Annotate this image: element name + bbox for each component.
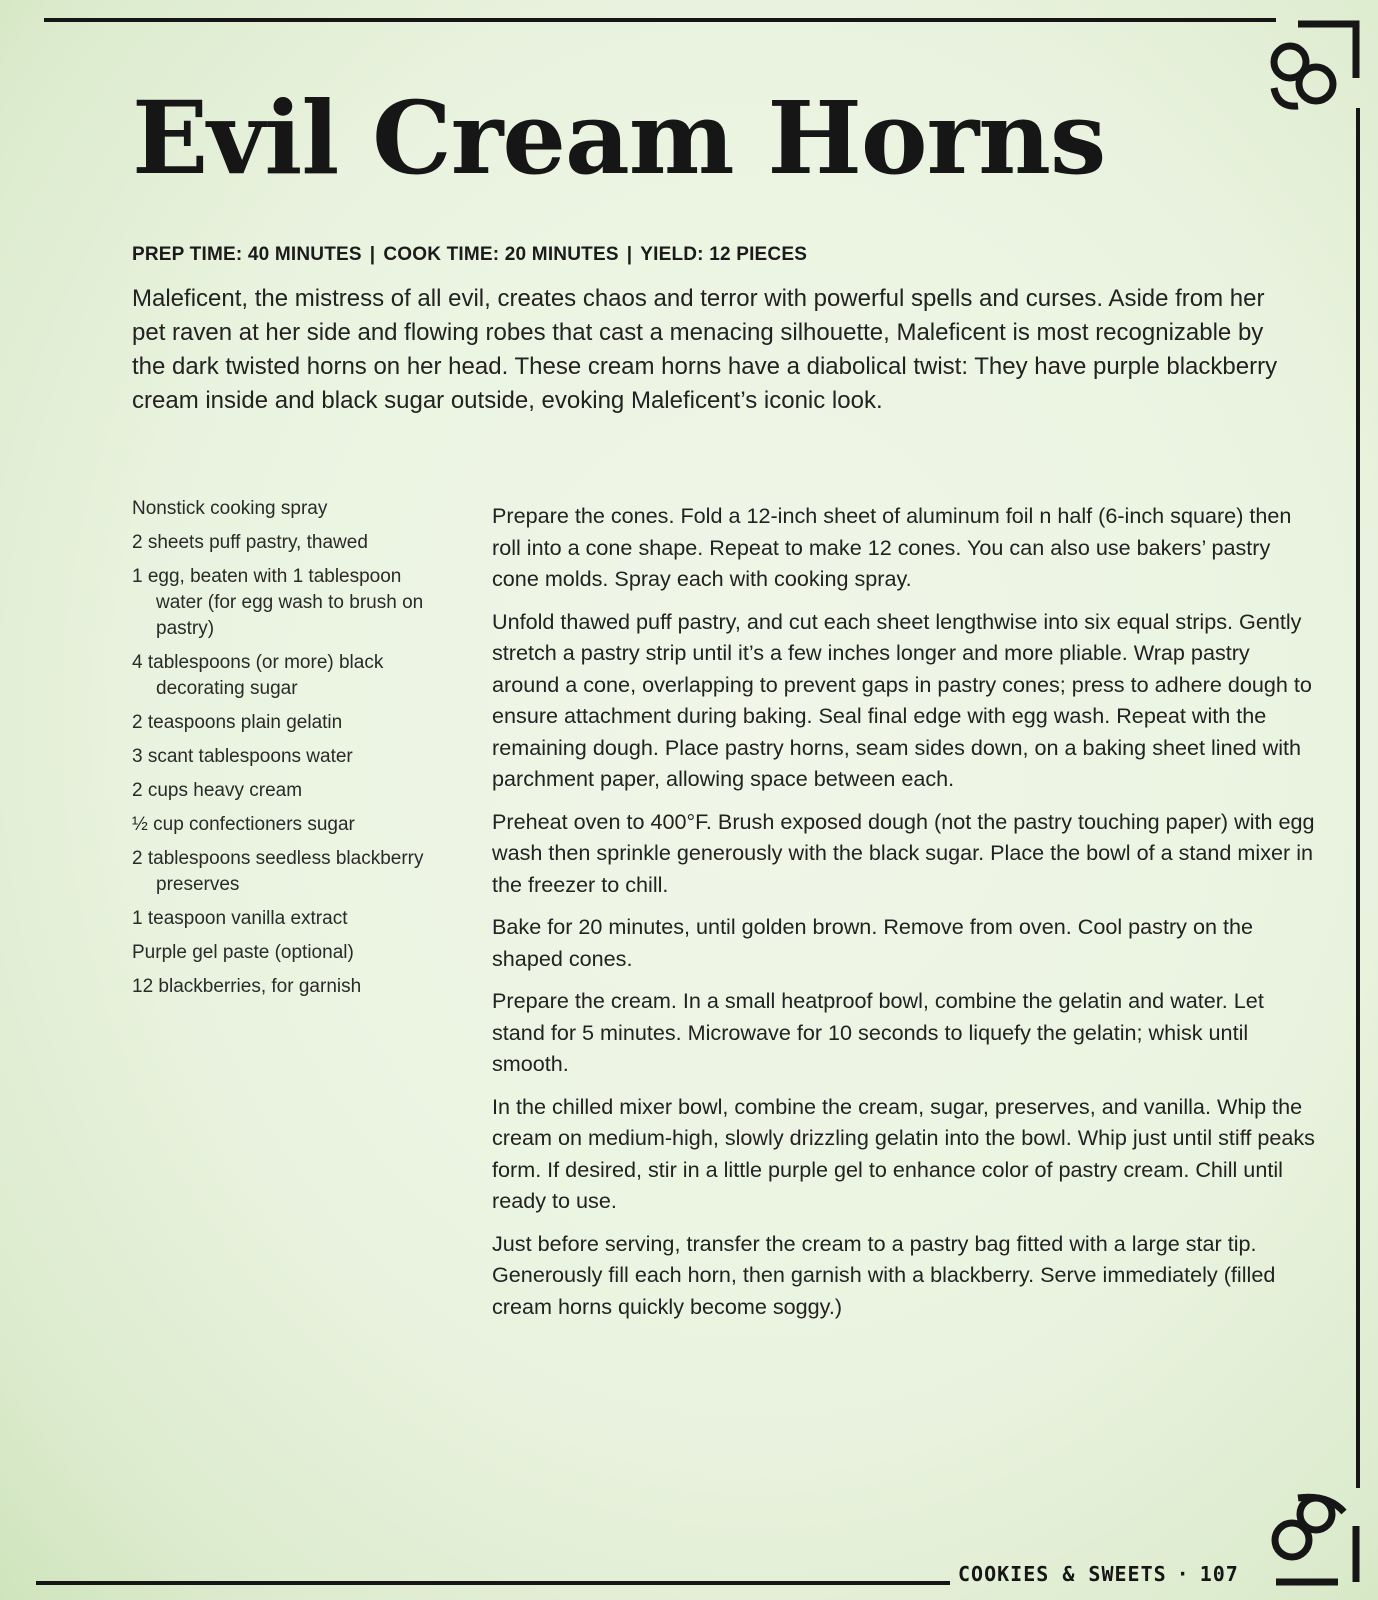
method-step: Just before serving, transfer the cream to a pastry bag fitted with a large star tip. Generously fill each horn, then garnish with a blackberry. Serve immediately (filled cream horns quickly become soggy.) <box>492 1230 1276 1319</box>
ingredient-item: 2 sheets puff pastry, thawed <box>132 532 368 553</box>
ingredient-item: Purple gel paste (optional) <box>132 942 354 963</box>
method-steps <box>492 500 1318 1333</box>
top-border-rule <box>44 18 1276 22</box>
ingredient-item: Nonstick cooking spray <box>132 498 328 519</box>
corner-flourish-icon <box>1268 18 1364 114</box>
ingredient-item: 2 tablespoons seedless blackberry preserves <box>132 848 424 895</box>
ingredient-item: 12 blackberries, for garnish <box>132 976 362 997</box>
meta-separator: | <box>626 244 633 265</box>
method-step: Bake for 20 minutes, until golden brown. Remove from oven. Cool pastry on the shaped cones. <box>492 914 1253 971</box>
ingredient-item: 1 egg, beaten with 1 tablespoon water (for egg wash to brush on pastry) <box>132 566 424 639</box>
recipe-intro: Maleficent, the mistress of all evil, creates chaos and terror with powerful spells and curses. Aside from her pet raven at her side and flowing robes that cast a menacing silhouette, Maleficent is most recognizable by the dark twisted horns on her head. These cream horns have a diabolical twist: They have purple blackberry cream inside and black sugar outside, evoking Maleficent’s iconic look. <box>132 285 1278 414</box>
prep-time: PREP TIME: 40 MINUTES <box>132 244 362 265</box>
ingredient-list <box>132 496 432 1008</box>
ingredient-item: 4 tablespoons (or more) black decorating sugar <box>132 652 384 699</box>
ingredient-item: 1 teaspoon vanilla extract <box>132 908 348 929</box>
right-border-rule <box>1356 108 1360 1488</box>
section-name: COOKIES & SWEETS <box>958 1562 1167 1586</box>
ingredient-item: 3 scant tablespoons water <box>132 746 353 767</box>
method-step: In the chilled mixer bowl, combine the cream, sugar, preserves, and vanilla. Whip the cream on medium-high, slowly drizzling gelatin into the bowl. Whip just until stiff peaks form. If desired, stir in a little purple gel to enhance color of pastry cream. Chill until ready to use. <box>492 1093 1315 1213</box>
corner-flourish-icon <box>1268 1490 1364 1586</box>
bottom-border-rule <box>36 1581 950 1585</box>
meta-separator: | <box>369 244 376 265</box>
page-number: 107 <box>1199 1562 1239 1586</box>
ingredient-item: 2 teaspoons plain gelatin <box>132 712 343 733</box>
page-footer <box>958 1562 1239 1586</box>
method-step: Unfold thawed puff pastry, and cut each sheet lengthwise into six equal strips. Gently stretch a pastry strip until it’s a few inches longer and more pliable. Wrap pastry around a cone, overlapping to prevent gaps in pastry cones; press to adhere dough to ensure attachment during baking. Seal final edge with egg wash. Repeat with the remaining dough. Place pastry horns, seam sides down, on a baking sheet lined with parchment paper, allowing space between each. <box>492 608 1312 791</box>
yield: YIELD: 12 PIECES <box>640 244 808 265</box>
recipe-meta <box>132 244 807 266</box>
ingredient-item: ½ cup confectioners sugar <box>132 814 355 835</box>
cook-time: COOK TIME: 20 MINUTES <box>383 244 619 265</box>
method-step: Prepare the cream. In a small heatproof bowl, combine the gelatin and water. Let stand for 5 minutes. Microwave for 10 seconds to liquefy the gelatin; whisk until smooth. <box>492 988 1264 1076</box>
method-step: Preheat oven to 400°F. Brush exposed dough (not the pastry touching paper) with egg wash then sprinkle generously with the black sugar. Place the bowl of a stand mixer in the freezer to chill. <box>492 808 1315 897</box>
method-step: Prepare the cones. Fold a 12-inch sheet of aluminum foil n half (6-inch square) then roll into a cone shape. Repeat to make 12 cones. You can also use bakers’ pastry cone molds. Spray each with cooking spray. <box>492 503 1292 591</box>
footer-dot: · <box>1176 1562 1190 1586</box>
ingredient-item: 2 cups heavy cream <box>132 780 303 801</box>
page-title: Evil Cream Horns <box>132 79 1106 197</box>
